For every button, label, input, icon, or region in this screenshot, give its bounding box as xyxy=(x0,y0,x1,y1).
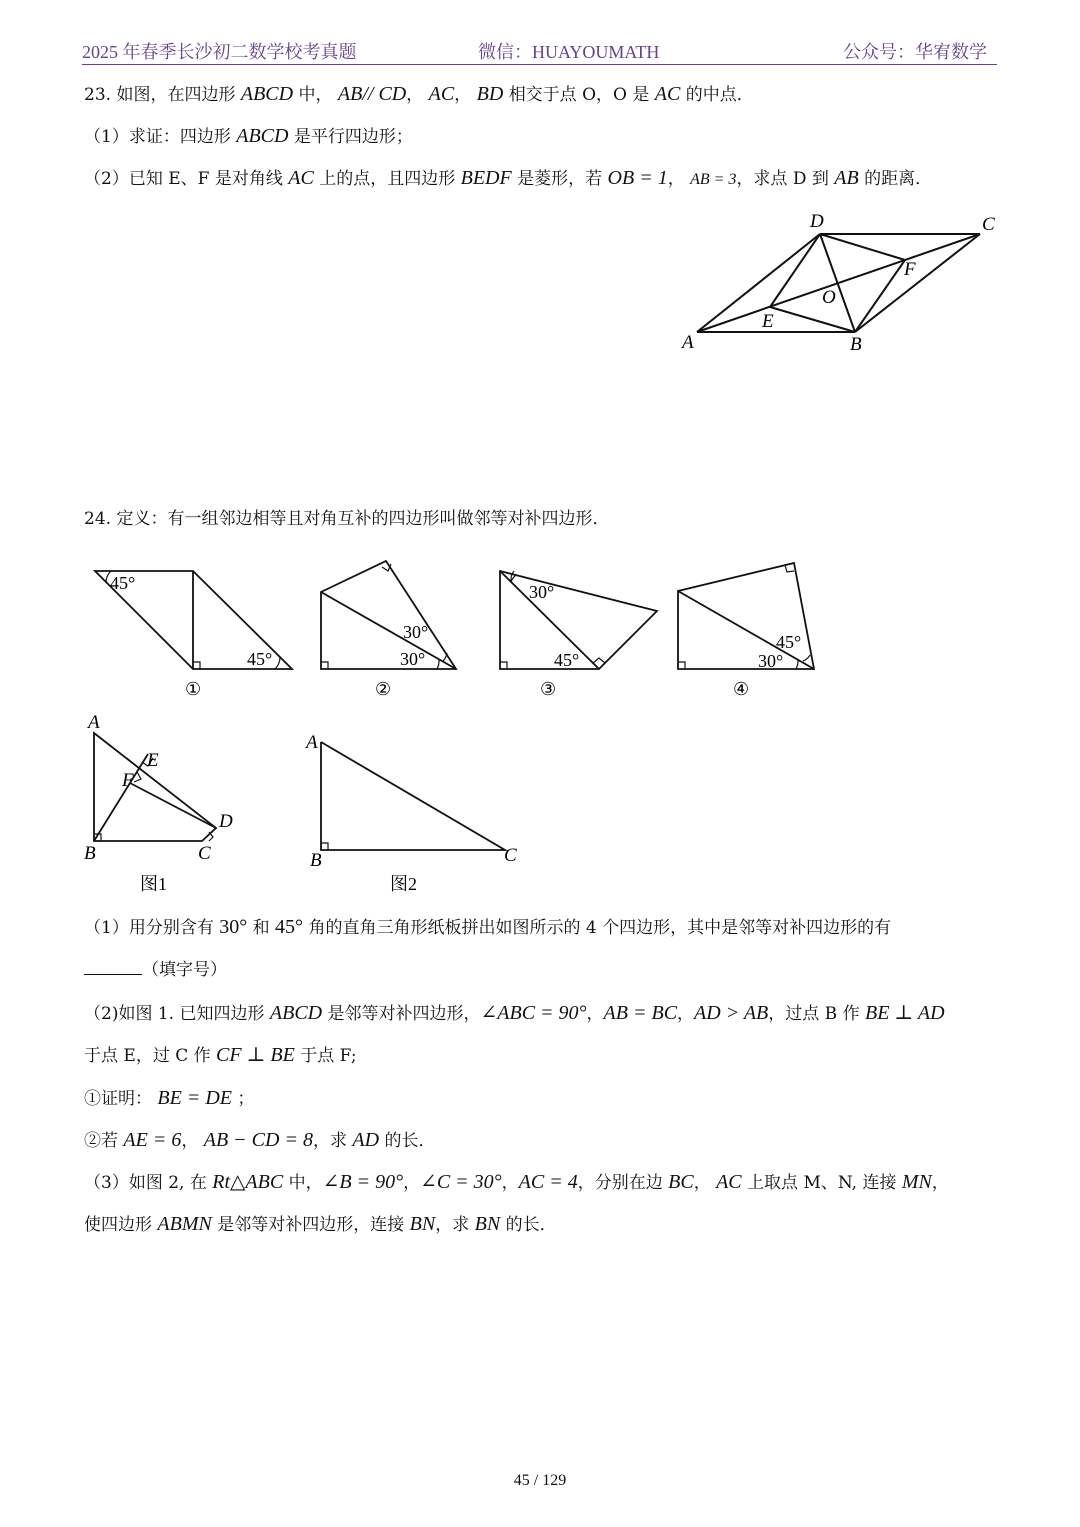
q24-part2-cont: 于点 E，过 C 作 CF ⊥ BE 于点 F; xyxy=(84,1044,357,1066)
shape-2-angle-upper: 30° xyxy=(403,622,429,642)
fig1-label-A: A xyxy=(88,712,100,733)
shape-2-caption: ② xyxy=(375,679,392,699)
shape-2-angle-lower: 30° xyxy=(400,649,426,669)
fig1-label-F: F xyxy=(122,770,134,791)
fig1-label-B: B xyxy=(84,843,96,864)
label-D: D xyxy=(810,211,824,232)
q24-part3: （3）如图 2, 在 Rt△ABC 中，∠B = 90°，∠C = 30°，AC = 4，分别在边 BC， AC 上取点 M、N, 连接 MN， xyxy=(84,1171,949,1193)
figure-2 xyxy=(321,742,505,850)
q24-part1: （1）用分别含有 30° 和 45° 角的直角三角形纸板拼出如图所示的 4 个四边形，其中是邻等对补四边形的有 xyxy=(84,916,892,938)
side-bc xyxy=(855,234,980,332)
q24-figures-1-2 xyxy=(80,710,540,900)
label-O: O xyxy=(822,287,836,308)
fig1-label-E: E xyxy=(147,750,159,771)
label-A: A xyxy=(682,332,694,353)
fig1-label-C: C xyxy=(198,843,211,864)
shape-3-caption: ③ xyxy=(540,679,557,699)
label-B: B xyxy=(850,334,862,355)
fig2-label-C: C xyxy=(504,845,517,866)
header-title: 2025 年春季长沙初二数学校考真题 xyxy=(82,42,357,62)
shape-1-angle-top: 45° xyxy=(110,573,136,593)
q23-stem: 23. 如图，在四边形 ABCD 中， AB// CD， AC， BD 相交于点 O，O 是 AC 的中点． xyxy=(84,83,754,105)
header-divider xyxy=(82,64,997,65)
shape-2 xyxy=(321,561,456,669)
shape-1-caption: ① xyxy=(185,679,202,699)
shape-4-angle-upper: 45° xyxy=(776,632,802,652)
page-number: 45 / 129 xyxy=(513,1472,567,1489)
fig2-caption: 图2 xyxy=(390,874,417,894)
q23-part2: （2）已知 E、F 是对角线 AC 上的点，且四边形 BEDF 是菱形，若 OB = 1， AB = 3，求点 D 到 AB 的距离． xyxy=(84,167,933,189)
shape-1-angle-bottom: 45° xyxy=(247,649,273,669)
fig2-label-B: B xyxy=(310,850,322,871)
q24-part2: （2)如图 1. 已知四边形 ABCD 是邻等对补四边形，∠ABC = 90°，AB = BC，AD > AB，过点 B 作 BE ⊥ AD xyxy=(84,1002,945,1024)
label-E: E xyxy=(762,311,774,332)
label-C: C xyxy=(982,214,995,235)
shape-4 xyxy=(678,563,814,669)
shape-4-angle-lower: 30° xyxy=(758,651,784,671)
segment-fd xyxy=(820,234,905,260)
q23-parallelogram-figure xyxy=(670,205,1010,360)
fig2-label-A: A xyxy=(306,732,318,753)
segment-bf xyxy=(855,260,905,332)
q24-part2-ii: ②若 AE = 6， AB − CD = 8，求 AD 的长． xyxy=(84,1129,436,1151)
header-wechat: 微信：HUAYOUMATH xyxy=(478,42,660,62)
q24-part2-i: ①证明： BE = DE ； xyxy=(84,1087,255,1109)
label-F: F xyxy=(904,259,916,280)
shape-4-caption: ④ xyxy=(733,679,750,699)
q24-shapes-row xyxy=(85,560,825,705)
q24-part3-cont: 使四边形 ABMN 是邻等对补四边形，连接 BN，求 BN 的长． xyxy=(84,1213,557,1235)
answer-blank[interactable] xyxy=(84,958,142,975)
fig1-label-D: D xyxy=(219,811,233,832)
fig1-caption: 图1 xyxy=(140,874,167,894)
q23-part1: （1）求证：四边形 ABCD 是平行四边形； xyxy=(84,125,413,147)
q24-part1-fill: （填字号） xyxy=(84,958,227,982)
header-account: 公众号：华宥数学 xyxy=(843,42,987,62)
segment-eb xyxy=(770,307,855,332)
segment-de xyxy=(770,234,820,307)
shape-3-angle-top: 30° xyxy=(529,582,555,602)
shape-3-angle-bottom: 45° xyxy=(554,650,580,670)
q24-definition: 24. 定义：有一组邻边相等且对角互补的四边形叫做邻等对补四边形． xyxy=(84,509,610,529)
diagonal-bd xyxy=(820,234,855,332)
